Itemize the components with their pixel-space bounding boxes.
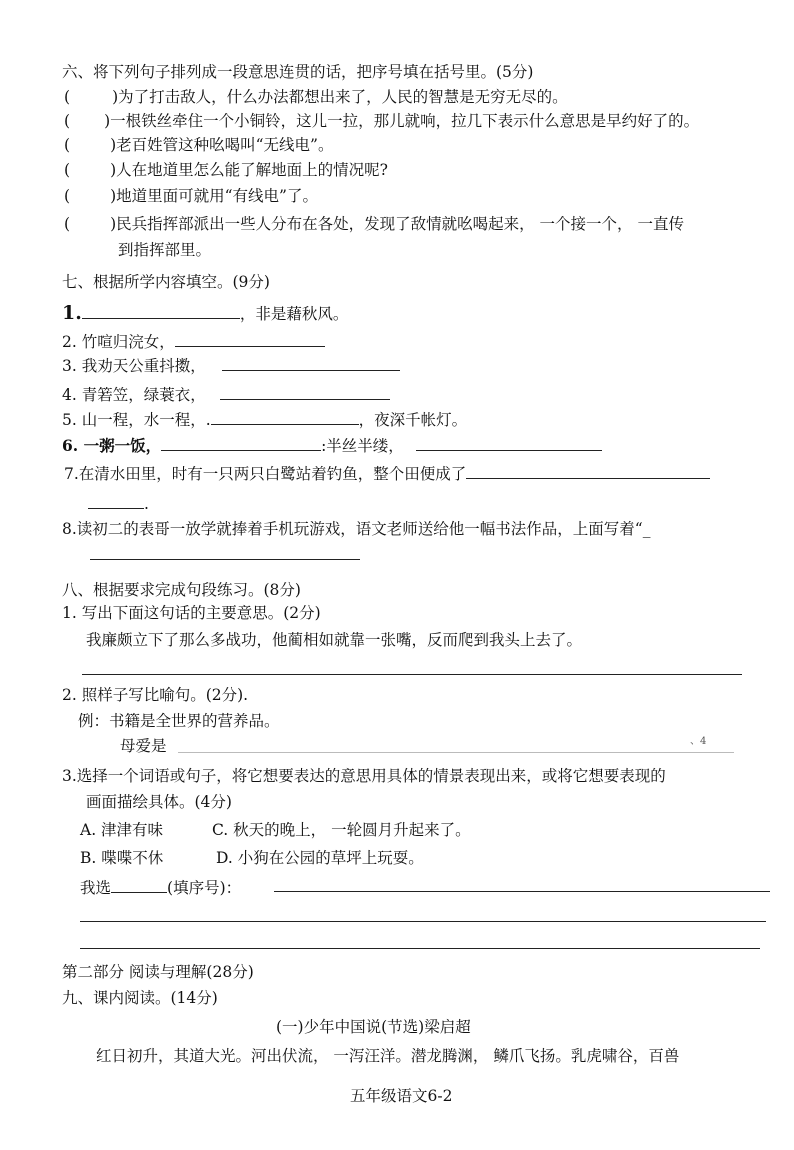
paren-open: ( xyxy=(64,215,71,233)
option-d: D. 小狗在公园的草坪上玩耍。 xyxy=(216,849,424,867)
choice-line xyxy=(80,876,241,898)
question-text: 2. 竹喧归浣女， xyxy=(62,333,175,351)
fill-question-5 xyxy=(62,408,467,430)
order-item-text: 地道里面可就用“有线电”了。 xyxy=(116,187,318,205)
option-c: C. 秋天的晚上， 一轮圆月升起来了。 xyxy=(212,821,471,839)
question-text: ，非是藉秋风。 xyxy=(239,305,349,323)
choice-blank[interactable] xyxy=(111,876,167,893)
paren-open: ( xyxy=(64,112,71,130)
fill-question-4 xyxy=(62,383,390,405)
question-text: 6. 一粥一饭， xyxy=(62,436,162,455)
fill-question-8: 8.读初二的表哥一放学就捧着手机玩游戏，语文老师送给他一幅书法作品，上面写着“_ xyxy=(62,520,651,538)
scan-mark: 、4 xyxy=(690,736,707,747)
order-item xyxy=(64,111,699,131)
exercise-2-prompt: 母爱是 xyxy=(120,737,167,755)
fill-question-1 xyxy=(62,302,348,324)
section7-heading: 七、根据所学内容填空。(9分) xyxy=(62,273,270,291)
paren-close: ) xyxy=(110,187,117,205)
paren-open: ( xyxy=(64,161,71,179)
order-item xyxy=(64,160,388,180)
section8-heading: 八、根据要求完成句段练习。(8分) xyxy=(62,581,301,599)
paren-close: ) xyxy=(112,88,119,106)
option-a: A. 津津有味 xyxy=(80,821,164,839)
paren-open: ( xyxy=(64,136,71,154)
question-text: . xyxy=(144,495,149,513)
question-text: 7.在清水田里，时有一只两只白鹭站着钓鱼，整个田便成了 xyxy=(64,465,467,483)
answer-blank[interactable] xyxy=(466,462,710,479)
section6-heading: 六、将下列句子排列成一段意思连贯的话，把序号填在括号里。(5分) xyxy=(62,63,534,81)
fill-question-2 xyxy=(62,330,325,352)
answer-blank[interactable] xyxy=(220,383,390,400)
order-item-continuation: 到指挥部里。 xyxy=(118,241,212,259)
answer-line[interactable] xyxy=(90,559,360,560)
order-item-text: 一根铁丝牵住一个小铜铃，这儿一拉，那儿就响，拉几下表示什么意思是早约好了的。 xyxy=(110,112,700,130)
exercise-2-example: 例：书籍是全世界的营养品。 xyxy=(78,712,280,730)
option-b: B. 喋喋不休 xyxy=(80,849,164,867)
order-item-text: 老百姓管这种吆喝叫“无线电”。 xyxy=(116,136,334,154)
answer-blank[interactable] xyxy=(211,408,359,425)
answer-line[interactable] xyxy=(178,752,734,753)
paren-open: ( xyxy=(64,88,71,106)
fill-question-7 xyxy=(64,462,710,484)
paren-close: ) xyxy=(104,112,111,130)
question-number: 1. xyxy=(62,302,82,324)
part2-heading: 第二部分 阅读与理解(28分) xyxy=(62,963,254,981)
answer-line[interactable] xyxy=(80,921,766,922)
exercise-1-sentence: 我廉颇立下了那么多战功，他蔺相如就靠一张嘴，反而爬到我头上去了。 xyxy=(86,631,583,649)
exercise-1-title: 1. 写出下面这句话的主要意思。(2分) xyxy=(62,604,321,622)
fill-question-7-cont xyxy=(88,492,149,514)
paren-close: ) xyxy=(110,136,117,154)
paren-close: ) xyxy=(110,161,117,179)
fill-question-3 xyxy=(62,354,400,376)
answer-blank[interactable] xyxy=(222,354,400,371)
question-text: 5. 山一程，水一程，. xyxy=(62,411,211,429)
answer-line[interactable] xyxy=(80,948,760,949)
question-text: 3. 我劝天公重抖擞， xyxy=(62,357,206,375)
order-item-text: 人在地道里怎么能了解地面上的情况呢? xyxy=(116,161,388,179)
exercise-3-title: 3.选择一个词语或句子，将它想要表达的意思用具体的情景表现出来，或将它想要表现的 xyxy=(62,767,666,785)
order-item xyxy=(64,87,568,107)
order-item xyxy=(64,214,684,234)
fill-question-6 xyxy=(62,434,602,456)
order-item xyxy=(64,186,318,206)
answer-blank[interactable] xyxy=(88,492,144,509)
answer-line[interactable] xyxy=(274,891,770,892)
page-footer: 五年级语文6-2 xyxy=(350,1087,453,1105)
paren-close: ) xyxy=(110,215,117,233)
answer-blank[interactable] xyxy=(161,434,321,451)
exercise-3-title-cont: 画面描绘具体。(4分) xyxy=(86,793,232,811)
question-text: :半丝半缕， xyxy=(321,437,404,455)
answer-blank[interactable] xyxy=(416,434,602,451)
exercise-2-title: 2. 照样子写比喻句。(2分). xyxy=(62,686,249,704)
section9-heading: 九、课内阅读。(14分) xyxy=(62,989,218,1007)
answer-line[interactable] xyxy=(82,674,742,675)
order-item-text: 民兵指挥部派出一些人分布在各处，发现了敌情就吆喝起来， 一个接一个， 一直传 xyxy=(116,215,684,233)
order-item-text: 为了打击敌人，什么办法都想出来了，人民的智慧是无穷无尽的。 xyxy=(118,88,568,106)
paren-open: ( xyxy=(64,187,71,205)
question-text: 4. 青箬笠，绿蓑衣， xyxy=(62,386,206,404)
passage-title: (一)少年中国说(节选)梁启超 xyxy=(276,1018,471,1036)
passage-text: 红日初升，其道大光。河出伏流， 一泻汪洋。潜龙腾渊， 鳞爪飞扬。乳虎啸谷，百兽 xyxy=(96,1047,680,1065)
order-item xyxy=(64,135,333,155)
answer-blank[interactable] xyxy=(175,330,325,347)
question-text: ，夜深千帐灯。 xyxy=(358,411,468,429)
choice-label: 我选 xyxy=(80,879,112,897)
choice-label: (填序号)： xyxy=(167,879,242,897)
answer-blank[interactable] xyxy=(82,302,240,319)
